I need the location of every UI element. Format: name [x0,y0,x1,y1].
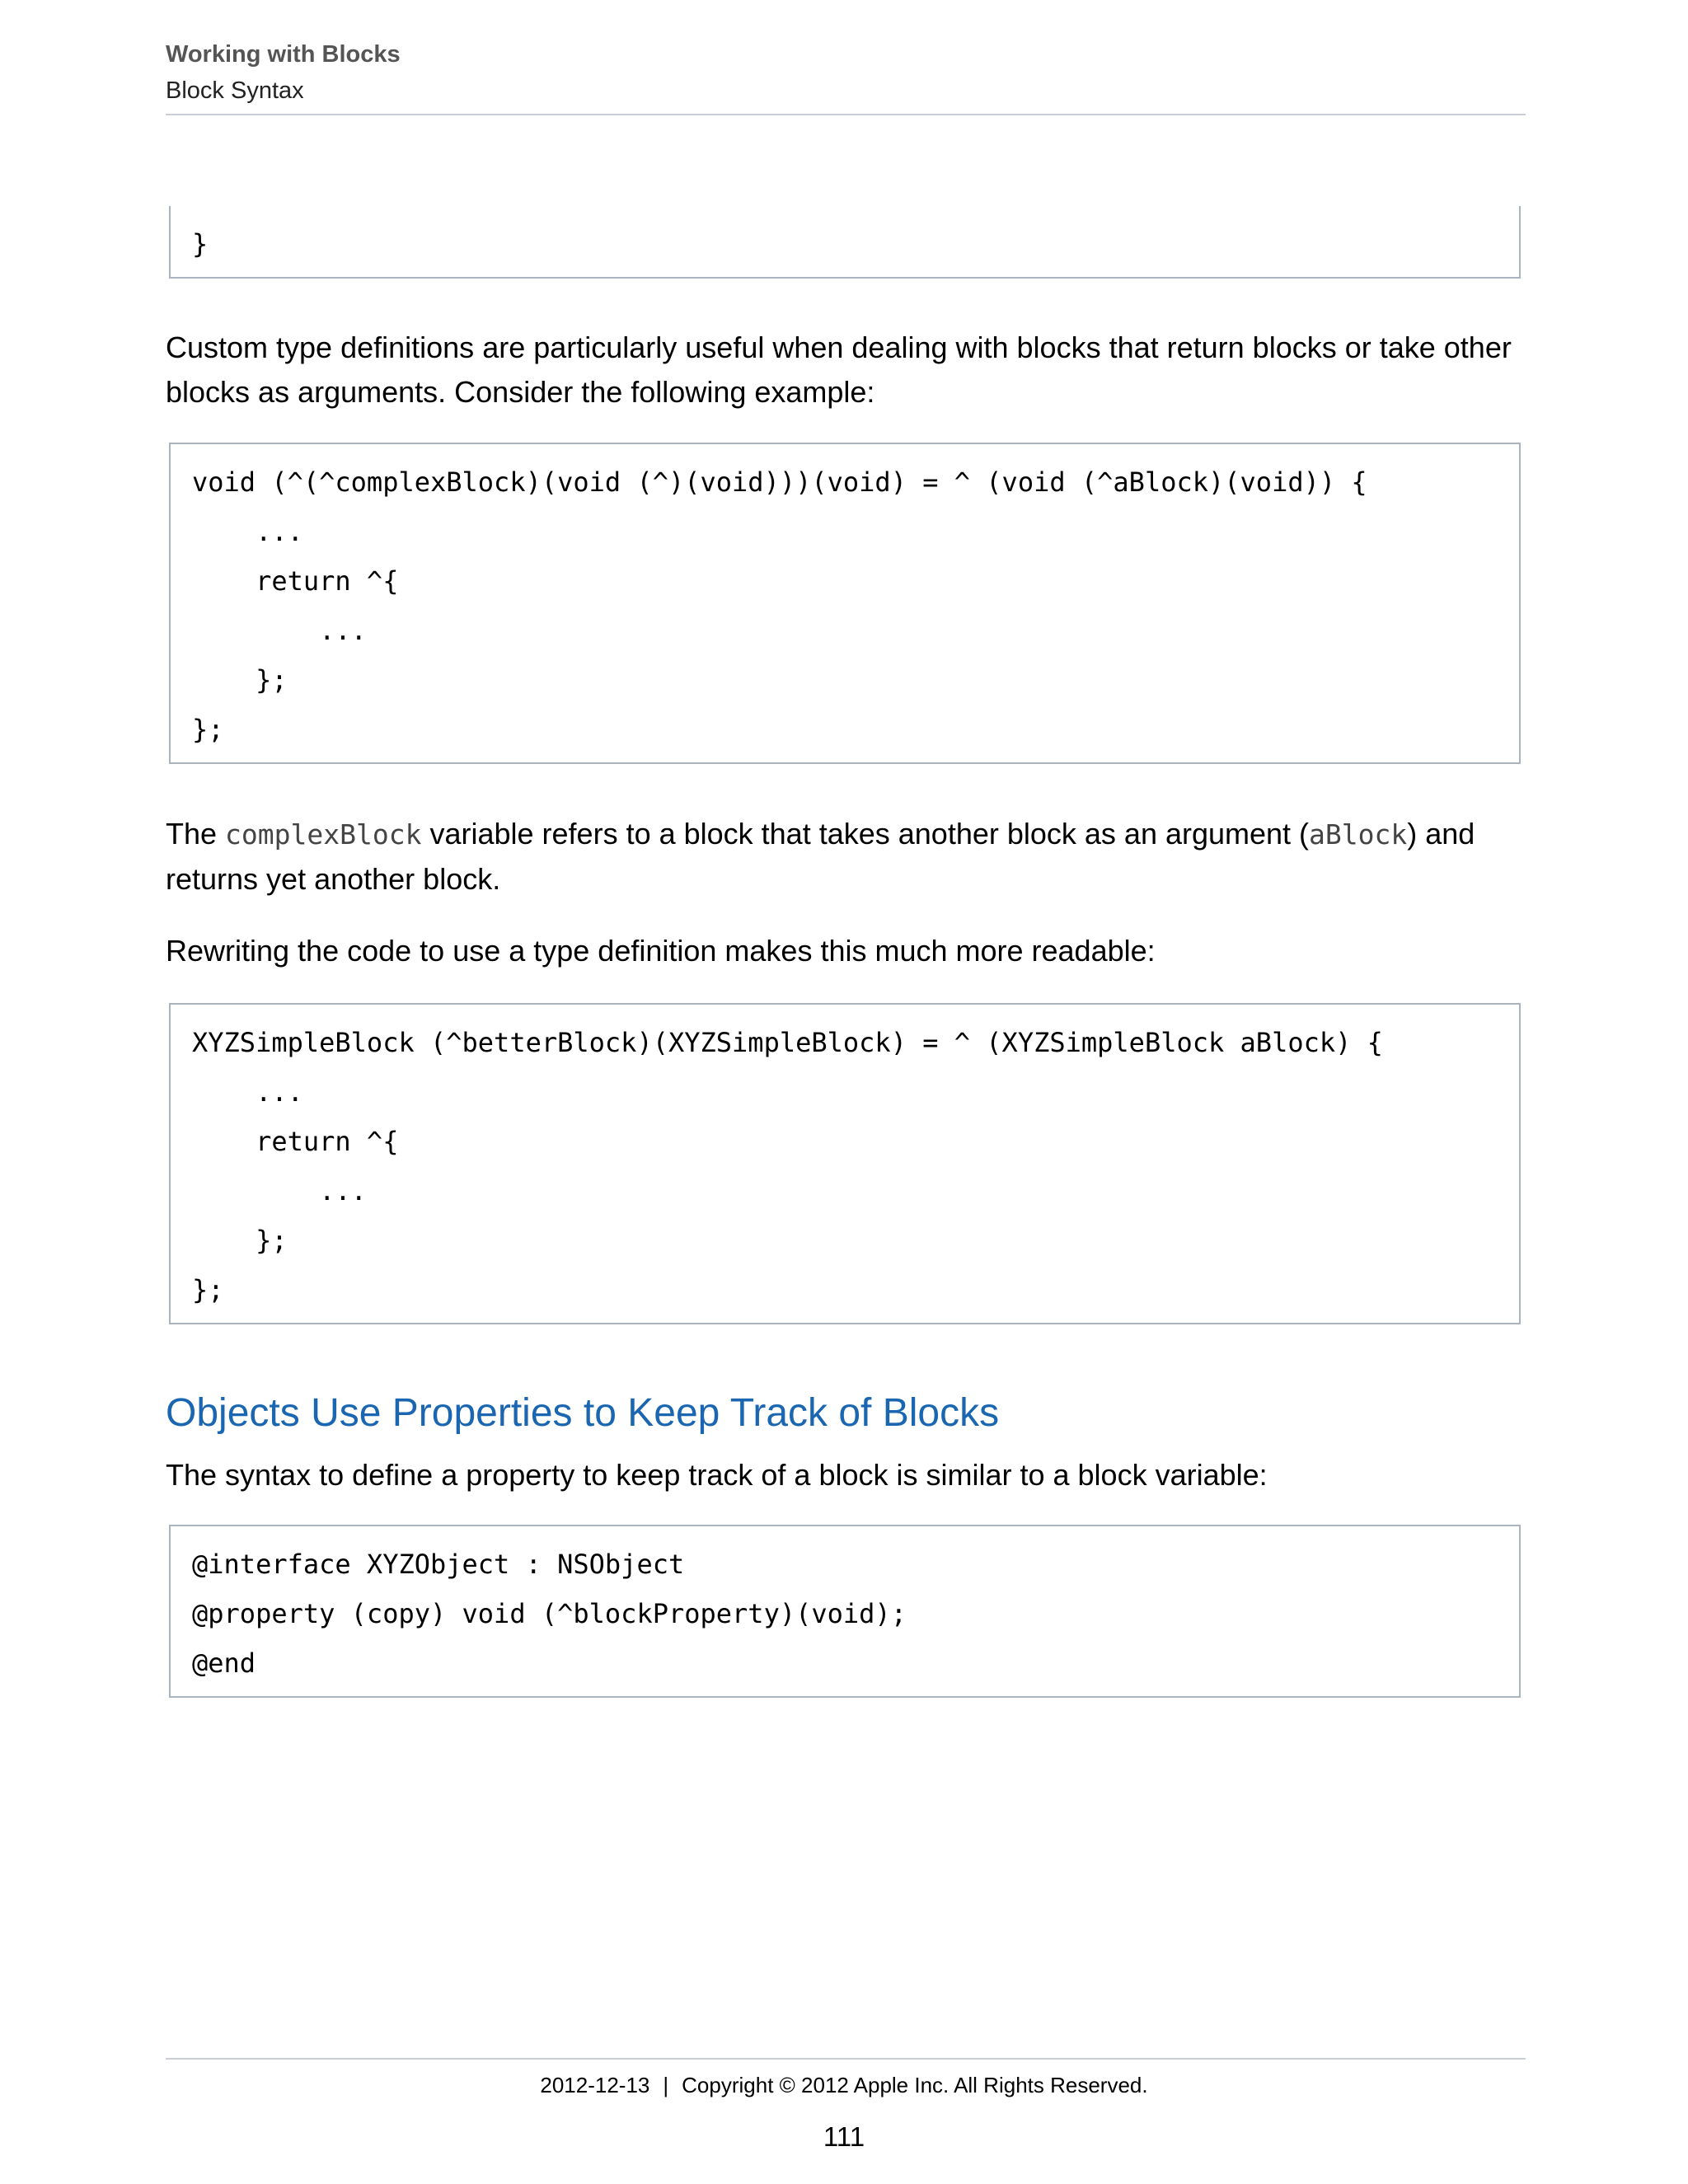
code-line: return ^{ [192,565,399,597]
footer-copyright-line [0,2069,1688,2102]
code-line: @property (copy) void (^blockProperty)(void); [192,1598,907,1629]
code-line: }; [192,664,288,696]
code-line: } [192,228,209,260]
paragraph-custom-types: Custom type definitions are particularly useful when dealing with blocks that return blocks or take other blocks as arguments. Consider the following example: [166,330,1512,409]
section-heading: Objects Use Properties to Keep Track of Blocks [166,1391,1000,1435]
code-line: @interface XYZObject : NSObject [192,1549,685,1580]
code-line: ... [192,1076,303,1108]
inline-code-complex-block: complexBlock [225,818,422,851]
footer-copyright: Copyright © 2012 Apple Inc. All Rights Reserved. [682,2073,1148,2097]
header-divider [166,114,1526,115]
footer-separator: | [663,2073,669,2097]
code-line: ... [192,516,303,547]
paragraph-complex-explained [166,812,1530,902]
inline-code-ablock: aBlock [1309,818,1408,851]
page-number: 111 [823,2121,865,2152]
code-line: ... [192,1175,367,1207]
code-line: }; [192,714,224,745]
text-run: The [166,817,226,851]
code-line: return ^{ [192,1126,399,1157]
code-block-continued [169,206,1521,279]
code-line: ... [192,615,367,646]
code-block-property [169,1525,1521,1698]
footer-divider [166,2058,1526,2060]
code-line: XYZSimpleBlock (^betterBlock)(XYZSimpleBlock) = ^ (XYZSimpleBlock aBlock) { [192,1027,1383,1058]
paragraph-rewriting: Rewriting the code to use a type definition makes this much more readable: [166,934,1156,968]
section-title-header: Block Syntax [166,77,304,104]
code-block-complex-block [169,443,1521,764]
footer-date: 2012-12-13 [540,2073,650,2097]
code-line: void (^(^complexBlock)(void (^)(void)))(void) = ^ (void (^aBlock)(void)) { [192,466,1367,498]
code-line: @end [192,1647,256,1679]
running-header [166,38,1526,107]
code-line: }; [192,1274,224,1305]
code-line: }; [192,1225,288,1256]
paragraph-property-syntax: The syntax to define a property to keep track of a block is similar to a block variable: [166,1458,1268,1492]
text-run: variable refers to a block that takes another block as an argument ( [421,817,1310,851]
text-run: ) and returns yet another block. [166,817,1475,896]
chapter-title: Working with Blocks [166,41,401,68]
code-block-better-block [169,1003,1521,1324]
